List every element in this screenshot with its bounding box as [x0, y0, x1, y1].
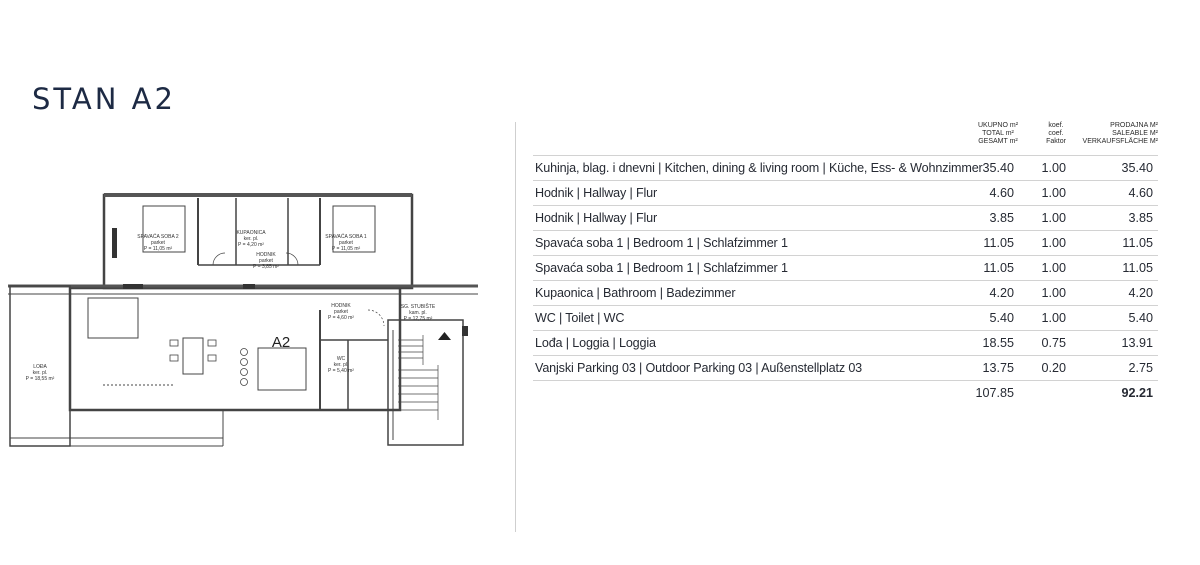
total-value: 35.40	[982, 161, 1014, 175]
saleable-value: 11.05	[1122, 261, 1153, 275]
label-stairs-floor: kam. pl.	[409, 310, 427, 316]
label-hall-top-floor: parket	[259, 258, 273, 264]
total-value: 13.75	[982, 361, 1014, 375]
room-name: Kupaonica | Bathroom | Badezimmer	[535, 286, 736, 300]
coef-value: 0.20	[1041, 361, 1066, 375]
label-stairs-area: P = 12,75 m²	[403, 316, 433, 322]
coef-value: 1.00	[1041, 261, 1066, 275]
label-wc-area: P = 5,40 m²	[328, 368, 354, 374]
header-saleable: PRODAJNA M² SALEABLE M² VERKAUFSFLÄCHE M²	[1082, 122, 1158, 145]
coef-value: 1.00	[1041, 186, 1066, 200]
label-hall-top-name: HODNIK	[256, 252, 276, 258]
totals-row	[533, 380, 1158, 405]
table-row	[533, 205, 1158, 230]
room-name: Lođa | Loggia | Loggia	[535, 336, 656, 350]
coef-value: 1.00	[1041, 286, 1066, 300]
divider	[515, 122, 516, 532]
label-bedroom2-area: P = 11,05 m²	[143, 246, 173, 252]
saleable-value: 13.91	[1121, 336, 1153, 350]
saleable-value: 5.40	[1128, 311, 1153, 325]
room-name: WC | Toilet | WC	[535, 311, 625, 325]
header-coef: koef. coef. Faktor	[1046, 122, 1066, 145]
table-header	[533, 120, 1158, 155]
label-wc-floor: ker. pl.	[333, 362, 349, 368]
table-row	[533, 330, 1158, 355]
table-row	[533, 255, 1158, 280]
saleable-sum: 92.21	[1121, 386, 1153, 400]
label-loggia-floor: ker. pl.	[32, 370, 48, 376]
table-row	[533, 230, 1158, 255]
total-value: 3.85	[989, 211, 1014, 225]
label-hall-mid-area: P = 4,60 m²	[328, 315, 354, 321]
saleable-value: 35.40	[1121, 161, 1153, 175]
label-bedroom1-floor: parket	[339, 240, 353, 246]
table-row	[533, 355, 1158, 380]
label-bedroom2-floor: parket	[151, 240, 165, 246]
coef-value: 1.00	[1041, 311, 1066, 325]
saleable-value: 4.20	[1128, 286, 1153, 300]
table-row	[533, 180, 1158, 205]
total-sum: 107.85	[975, 386, 1014, 400]
label-hall-mid-floor: parket	[334, 309, 348, 315]
label-hall-mid-name: HODNIK	[331, 303, 351, 309]
label-loggia-name: LOĐA	[33, 364, 47, 370]
room-name: Kuhinja, blag. i dnevni | Kitchen, dining & living room | Küche, Ess- & Wohnzimmer	[535, 161, 983, 175]
label-bath-floor: ker. pl.	[243, 236, 259, 242]
coef-value: 1.00	[1041, 161, 1066, 175]
room-name: Hodnik | Hallway | Flur	[535, 186, 658, 200]
label-bedroom1-area: P = 11,05 m²	[331, 246, 361, 252]
coef-value: 1.00	[1041, 236, 1066, 250]
header-total: UKUPNO m² TOTAL m² GESAMT m²	[977, 122, 1019, 145]
label-bedroom1-name: SPAVAĆA SOBA 1	[325, 234, 367, 240]
area-table	[533, 120, 1158, 405]
room-name: Spavaća soba 1 | Bedroom 1 | Schlafzimmer 1	[535, 261, 788, 275]
total-value: 5.40	[989, 311, 1014, 325]
label-stairs-name: SG. STUBIŠTE	[400, 304, 436, 310]
total-value: 11.05	[983, 261, 1014, 275]
label-wc-name: WC	[336, 356, 346, 362]
saleable-value: 4.60	[1128, 186, 1153, 200]
saleable-value: 3.85	[1128, 211, 1153, 225]
table-row	[533, 305, 1158, 330]
total-value: 4.60	[989, 186, 1014, 200]
table-row	[533, 155, 1158, 180]
total-value: 18.55	[982, 336, 1014, 350]
label-bath-area: P = 4,20 m²	[238, 242, 264, 248]
total-value: 11.05	[983, 236, 1014, 250]
label-bedroom2-name: SPAVAĆA SOBA 2	[137, 234, 179, 240]
room-name: Hodnik | Hallway | Flur	[535, 211, 658, 225]
saleable-value: 2.75	[1128, 361, 1153, 375]
coef-value: 0.75	[1041, 336, 1066, 350]
total-value: 4.20	[989, 286, 1014, 300]
saleable-value: 11.05	[1122, 236, 1153, 250]
coef-value: 1.00	[1041, 211, 1066, 225]
room-name: Vanjski Parking 03 | Outdoor Parking 03 | Außenstellplatz 03	[535, 361, 863, 375]
floor-plan	[8, 180, 488, 450]
label-loggia-area: P = 18,55 m²	[25, 376, 55, 382]
room-name: Spavaća soba 1 | Bedroom 1 | Schlafzimmer 1	[535, 236, 788, 250]
label-bath-name: KUPAONICA	[236, 230, 266, 236]
unit-label: A2	[271, 334, 291, 351]
page-title: STAN A2	[32, 82, 176, 116]
label-hall-top-area: P = 3,85 m²	[253, 264, 279, 270]
table-row	[533, 280, 1158, 305]
